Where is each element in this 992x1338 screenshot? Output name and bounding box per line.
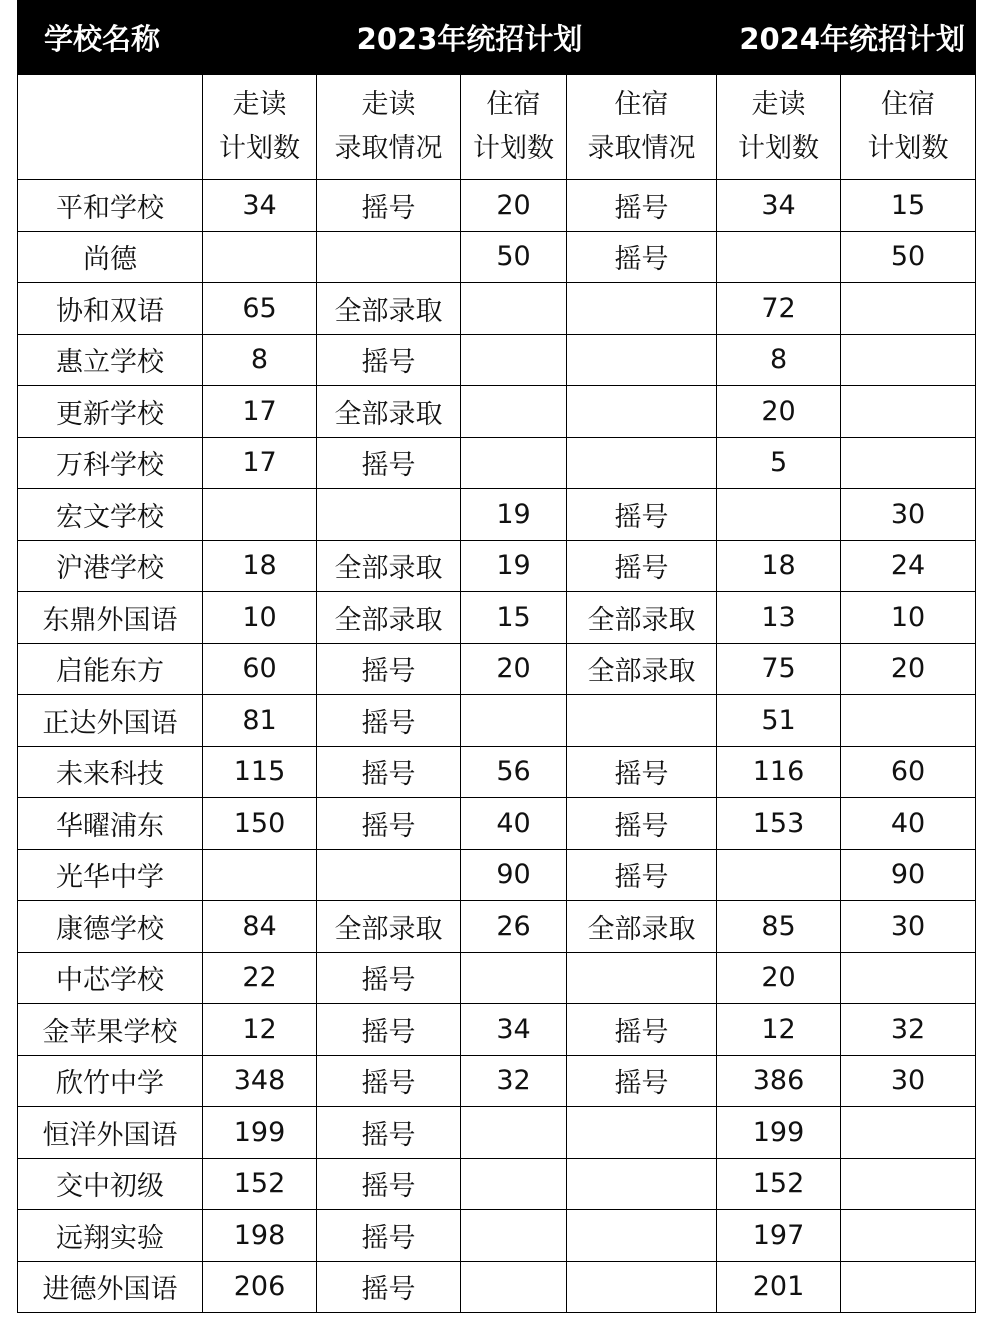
board-plan-2024-cell: 60 — [841, 746, 976, 798]
day-plan-2024-cell: 153 — [717, 798, 841, 850]
subheader-2023-day-admission: 走读 录取情况 — [317, 75, 461, 180]
board-plan-2024-cell — [841, 952, 976, 1004]
board-plan-2023-cell: 56 — [461, 746, 567, 798]
day-plan-2023-cell: 8 — [203, 334, 317, 386]
day-plan-2024-cell: 152 — [717, 1158, 841, 1210]
table-row — [18, 952, 976, 1004]
day-plan-2024-cell: 13 — [717, 592, 841, 644]
table-row — [18, 489, 976, 541]
table-row — [18, 592, 976, 644]
day-plan-2023-cell: 198 — [203, 1210, 317, 1262]
day-plan-2023-cell: 17 — [203, 437, 317, 489]
day-plan-2023-cell: 150 — [203, 798, 317, 850]
board-plan-2023-cell: 90 — [461, 849, 567, 901]
school-name-cell: 恒洋外国语 — [18, 1107, 203, 1159]
board-plan-2024-cell: 30 — [841, 489, 976, 541]
school-name-cell: 华曜浦东 — [18, 798, 203, 850]
subheader-2023-board-admission: 住宿 录取情况 — [567, 75, 717, 180]
school-name-cell: 未来科技 — [18, 746, 203, 798]
day-admission-2023-cell: 摇号 — [317, 1055, 461, 1107]
board-plan-2023-cell: 20 — [461, 643, 567, 695]
day-plan-2024-cell: 386 — [717, 1055, 841, 1107]
day-admission-2023-cell — [317, 231, 461, 283]
day-plan-2023-cell: 18 — [203, 540, 317, 592]
day-plan-2024-cell: 75 — [717, 643, 841, 695]
day-plan-2023-cell: 206 — [203, 1261, 317, 1313]
subheader-2023-board-plan: 住宿 计划数 — [461, 75, 567, 180]
table-row — [18, 283, 976, 335]
day-admission-2023-cell: 摇号 — [317, 1107, 461, 1159]
day-admission-2023-cell: 摇号 — [317, 437, 461, 489]
day-plan-2023-cell: 12 — [203, 1004, 317, 1056]
subheader-2023-day-plan: 走读 计划数 — [203, 75, 317, 180]
table-row — [18, 1107, 976, 1159]
board-plan-2024-cell: 40 — [841, 798, 976, 850]
table-body — [18, 180, 976, 1313]
board-plan-2023-cell: 26 — [461, 901, 567, 953]
board-plan-2024-cell — [841, 695, 976, 747]
school-name-cell: 康德学校 — [18, 901, 203, 953]
board-plan-2024-cell: 30 — [841, 1055, 976, 1107]
school-name-cell: 沪港学校 — [18, 540, 203, 592]
day-admission-2023-cell — [317, 489, 461, 541]
board-admission-2023-cell: 摇号 — [567, 1004, 717, 1056]
day-plan-2024-cell: 12 — [717, 1004, 841, 1056]
admission-plan-table — [17, 0, 976, 1313]
board-plan-2023-cell — [461, 386, 567, 438]
day-admission-2023-cell: 全部录取 — [317, 283, 461, 335]
board-admission-2023-cell — [567, 952, 717, 1004]
day-admission-2023-cell: 全部录取 — [317, 592, 461, 644]
day-plan-2023-cell: 17 — [203, 386, 317, 438]
board-admission-2023-cell — [567, 1210, 717, 1262]
day-admission-2023-cell: 摇号 — [317, 1261, 461, 1313]
day-admission-2023-cell: 摇号 — [317, 180, 461, 232]
table-row — [18, 180, 976, 232]
board-plan-2024-cell — [841, 437, 976, 489]
board-plan-2024-cell — [841, 1261, 976, 1313]
day-plan-2024-cell — [717, 849, 841, 901]
school-name-cell: 宏文学校 — [18, 489, 203, 541]
board-plan-2023-cell — [461, 1261, 567, 1313]
school-name-cell: 远翔实验 — [18, 1210, 203, 1262]
board-plan-2024-cell: 24 — [841, 540, 976, 592]
table-row — [18, 1261, 976, 1313]
plan-2024-header: 2024年统招计划 — [717, 1, 976, 75]
day-admission-2023-cell: 摇号 — [317, 1158, 461, 1210]
board-plan-2024-cell: 32 — [841, 1004, 976, 1056]
school-name-cell: 东鼎外国语 — [18, 592, 203, 644]
board-plan-2023-cell: 15 — [461, 592, 567, 644]
day-admission-2023-cell: 摇号 — [317, 1210, 461, 1262]
board-admission-2023-cell: 全部录取 — [567, 901, 717, 953]
board-plan-2023-cell: 19 — [461, 540, 567, 592]
table-row — [18, 1055, 976, 1107]
day-plan-2024-cell: 51 — [717, 695, 841, 747]
board-plan-2024-cell — [841, 386, 976, 438]
board-plan-2023-cell — [461, 1210, 567, 1262]
board-plan-2023-cell: 34 — [461, 1004, 567, 1056]
day-plan-2024-cell — [717, 489, 841, 541]
board-admission-2023-cell — [567, 1261, 717, 1313]
day-plan-2023-cell — [203, 231, 317, 283]
table-row — [18, 437, 976, 489]
day-plan-2024-cell — [717, 231, 841, 283]
board-admission-2023-cell — [567, 437, 717, 489]
school-name-cell: 金苹果学校 — [18, 1004, 203, 1056]
day-plan-2023-cell: 10 — [203, 592, 317, 644]
day-plan-2024-cell: 18 — [717, 540, 841, 592]
board-admission-2023-cell — [567, 283, 717, 335]
day-plan-2023-cell — [203, 849, 317, 901]
school-name-cell: 万科学校 — [18, 437, 203, 489]
table-row — [18, 695, 976, 747]
day-plan-2023-cell: 152 — [203, 1158, 317, 1210]
day-admission-2023-cell: 摇号 — [317, 643, 461, 695]
board-plan-2023-cell — [461, 283, 567, 335]
admission-plan-table-wrapper — [17, 0, 975, 1313]
board-admission-2023-cell: 摇号 — [567, 798, 717, 850]
school-name-cell: 更新学校 — [18, 386, 203, 438]
day-plan-2023-cell: 22 — [203, 952, 317, 1004]
day-plan-2024-cell: 72 — [717, 283, 841, 335]
day-admission-2023-cell: 摇号 — [317, 695, 461, 747]
table-row — [18, 1158, 976, 1210]
table-row — [18, 1210, 976, 1262]
board-plan-2024-cell — [841, 1210, 976, 1262]
day-admission-2023-cell: 全部录取 — [317, 901, 461, 953]
board-admission-2023-cell — [567, 695, 717, 747]
table-row — [18, 334, 976, 386]
day-plan-2023-cell: 84 — [203, 901, 317, 953]
board-admission-2023-cell: 摇号 — [567, 540, 717, 592]
board-plan-2024-cell: 10 — [841, 592, 976, 644]
board-plan-2023-cell — [461, 334, 567, 386]
board-admission-2023-cell — [567, 386, 717, 438]
school-name-cell: 光华中学 — [18, 849, 203, 901]
school-name-cell: 协和双语 — [18, 283, 203, 335]
subheader-empty — [18, 75, 203, 180]
school-name-cell: 尚德 — [18, 231, 203, 283]
board-plan-2023-cell: 50 — [461, 231, 567, 283]
board-plan-2023-cell — [461, 1158, 567, 1210]
table-row — [18, 231, 976, 283]
day-plan-2024-cell: 5 — [717, 437, 841, 489]
subheader-2024-day-plan: 走读 计划数 — [717, 75, 841, 180]
school-name-header: 学校名称 — [18, 1, 203, 75]
day-plan-2024-cell: 199 — [717, 1107, 841, 1159]
day-plan-2023-cell — [203, 489, 317, 541]
table-row — [18, 1004, 976, 1056]
day-admission-2023-cell: 摇号 — [317, 334, 461, 386]
title-row — [18, 1, 976, 75]
table-row — [18, 849, 976, 901]
board-admission-2023-cell: 摇号 — [567, 746, 717, 798]
day-plan-2023-cell: 81 — [203, 695, 317, 747]
day-plan-2023-cell: 199 — [203, 1107, 317, 1159]
school-name-cell: 正达外国语 — [18, 695, 203, 747]
school-name-cell: 进德外国语 — [18, 1261, 203, 1313]
school-name-cell: 交中初级 — [18, 1158, 203, 1210]
board-plan-2023-cell: 19 — [461, 489, 567, 541]
board-plan-2024-cell: 30 — [841, 901, 976, 953]
day-admission-2023-cell: 全部录取 — [317, 386, 461, 438]
board-plan-2023-cell — [461, 952, 567, 1004]
subheader-row — [18, 75, 976, 180]
board-admission-2023-cell — [567, 1107, 717, 1159]
day-admission-2023-cell — [317, 849, 461, 901]
board-plan-2023-cell — [461, 695, 567, 747]
plan-2023-header: 2023年统招计划 — [203, 1, 717, 75]
board-admission-2023-cell — [567, 334, 717, 386]
school-name-cell: 启能东方 — [18, 643, 203, 695]
table-row — [18, 643, 976, 695]
board-plan-2024-cell — [841, 1107, 976, 1159]
board-admission-2023-cell: 全部录取 — [567, 592, 717, 644]
day-plan-2023-cell: 34 — [203, 180, 317, 232]
board-admission-2023-cell: 摇号 — [567, 180, 717, 232]
day-admission-2023-cell: 摇号 — [317, 746, 461, 798]
day-plan-2024-cell: 20 — [717, 386, 841, 438]
day-plan-2024-cell: 20 — [717, 952, 841, 1004]
school-name-cell: 中芯学校 — [18, 952, 203, 1004]
day-admission-2023-cell: 摇号 — [317, 1004, 461, 1056]
table-row — [18, 798, 976, 850]
day-plan-2023-cell: 348 — [203, 1055, 317, 1107]
day-admission-2023-cell: 摇号 — [317, 798, 461, 850]
board-plan-2024-cell: 90 — [841, 849, 976, 901]
day-plan-2023-cell: 115 — [203, 746, 317, 798]
board-admission-2023-cell: 全部录取 — [567, 643, 717, 695]
school-name-cell: 惠立学校 — [18, 334, 203, 386]
board-plan-2024-cell: 20 — [841, 643, 976, 695]
board-plan-2024-cell — [841, 1158, 976, 1210]
board-plan-2023-cell — [461, 1107, 567, 1159]
day-plan-2024-cell: 8 — [717, 334, 841, 386]
day-plan-2024-cell: 197 — [717, 1210, 841, 1262]
board-plan-2023-cell: 32 — [461, 1055, 567, 1107]
day-admission-2023-cell: 全部录取 — [317, 540, 461, 592]
board-plan-2023-cell: 40 — [461, 798, 567, 850]
table-row — [18, 386, 976, 438]
board-plan-2024-cell — [841, 334, 976, 386]
board-plan-2024-cell: 50 — [841, 231, 976, 283]
board-plan-2023-cell: 20 — [461, 180, 567, 232]
board-plan-2023-cell — [461, 437, 567, 489]
board-admission-2023-cell: 摇号 — [567, 1055, 717, 1107]
school-name-cell: 平和学校 — [18, 180, 203, 232]
day-plan-2024-cell: 201 — [717, 1261, 841, 1313]
day-plan-2024-cell: 34 — [717, 180, 841, 232]
table-row — [18, 540, 976, 592]
board-plan-2024-cell: 15 — [841, 180, 976, 232]
board-admission-2023-cell: 摇号 — [567, 849, 717, 901]
day-plan-2023-cell: 65 — [203, 283, 317, 335]
day-admission-2023-cell: 摇号 — [317, 952, 461, 1004]
day-plan-2024-cell: 85 — [717, 901, 841, 953]
table-row — [18, 901, 976, 953]
day-plan-2023-cell: 60 — [203, 643, 317, 695]
board-admission-2023-cell: 摇号 — [567, 489, 717, 541]
table-row — [18, 746, 976, 798]
board-admission-2023-cell: 摇号 — [567, 231, 717, 283]
board-admission-2023-cell — [567, 1158, 717, 1210]
subheader-2024-board-plan: 住宿 计划数 — [841, 75, 976, 180]
day-plan-2024-cell: 116 — [717, 746, 841, 798]
school-name-cell: 欣竹中学 — [18, 1055, 203, 1107]
board-plan-2024-cell — [841, 283, 976, 335]
